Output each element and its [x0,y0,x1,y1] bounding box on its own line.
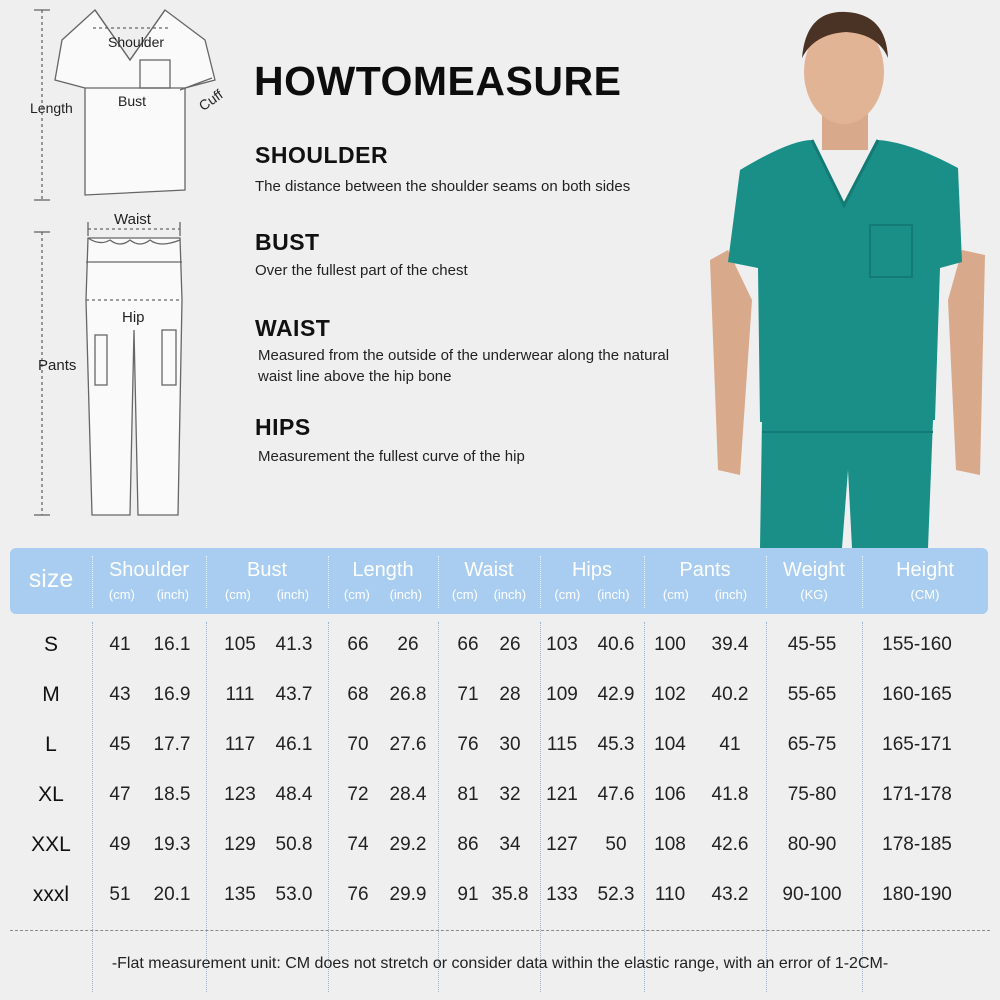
table-row [10,770,988,820]
table-cell: 103 [546,634,578,655]
pants-column-header: Pants (cm) (inch) [662,559,748,602]
shoulder-heading: SHOULDER [255,142,389,168]
table-cell: 28 [499,684,521,705]
table-cell: 108 [654,834,686,855]
table-cell: 55-65 [787,684,837,705]
table-cell: 129 [224,834,256,855]
table-cell: 111 [225,684,255,705]
table-cell: 109 [546,684,578,705]
header-divider [862,556,863,608]
table-cell: 178-185 [882,834,952,855]
bust-diagram-label: Bust [118,93,147,109]
size-cell: xxxl [32,883,70,906]
table-cell: 76 [457,734,479,755]
table-cell: 45.3 [597,734,635,755]
header-divider [206,556,207,608]
table-cell: 42.9 [597,684,635,705]
table-cell: 66 [457,634,479,655]
table-cell: 133 [546,884,578,905]
hips-column-header: Hips (cm) (inch) [554,559,630,602]
header-divider [328,556,329,608]
table-cell: 115 [546,734,578,755]
model-figure [700,0,1000,548]
weight-column-header: Weight (KG) [783,559,845,602]
table-cell: 43 [109,684,131,705]
hips-description: Measurement the fullest curve of the hip [258,448,525,465]
table-cell: 45 [109,734,131,755]
size-column-header: size [28,565,74,593]
bust-description: Over the fullest part of the chest [255,262,468,279]
table-cell: 127 [546,834,578,855]
table-cell: 39.4 [711,634,749,655]
size-cell: XL [38,783,64,806]
table-cell: 180-190 [882,884,952,905]
table-row [10,620,988,670]
length-column-header: Length (cm) (inch) [343,559,423,602]
table-cell: 26 [397,634,419,655]
bust-heading: BUST [255,229,320,255]
table-cell: 53.0 [275,884,313,905]
table-cell: 75-80 [787,784,837,805]
table-cell: 40.6 [597,634,635,655]
garment-sketches [0,0,240,530]
table-cell: 165-171 [882,734,952,755]
table-cell: 20.1 [153,884,191,905]
table-cell: 50.8 [275,834,313,855]
table-cell: 76 [347,884,369,905]
table-cell: 110 [654,884,686,905]
measurement-diagrams [0,0,240,530]
table-cell: 123 [224,784,256,805]
table-cell: 71 [457,684,479,705]
shoulder-column-header: Shoulder (cm) (inch) [108,559,190,602]
table-cell: 50 [605,834,627,855]
table-cell: 26 [499,634,521,655]
table-cell: 65-75 [787,734,837,755]
hips-heading: HIPS [255,414,311,440]
measurement-note: -Flat measurement unit: CM does not stretch or consider data within the elastic range, with an error of 1-2CM- [111,955,889,972]
table-cell: 32 [499,784,521,805]
shoulder-diagram-label: Shoulder [108,34,165,50]
waist-diagram-label: Waist [114,211,151,228]
cuff-diagram-label: Cuff [195,86,226,114]
table-cell: 40.2 [711,684,749,705]
table-cell: 26.8 [389,684,427,705]
header-divider [438,556,439,608]
header-divider [644,556,645,608]
table-cell: 70 [347,734,369,755]
table-cell: 105 [224,634,256,655]
size-cell: L [45,733,57,756]
table-cell: 16.9 [153,684,191,705]
waist-description: Measured from the outside of the underwear along the natural waist line above the hip bone [258,347,670,385]
table-cell: 29.9 [389,884,427,905]
table-cell: 42.6 [711,834,749,855]
header-divider [92,556,93,608]
table-cell: 90-100 [782,884,842,905]
table-cell: 16.1 [153,634,191,655]
table-cell: 66 [347,634,369,655]
table-cell: 160-165 [882,684,952,705]
table-cell: 46.1 [275,734,313,755]
size-chart-table [10,548,988,906]
table-cell: 106 [654,784,686,805]
table-header [10,548,988,614]
table-cell: 34 [499,834,521,855]
dashed-divider [10,930,990,931]
table-row [10,870,988,920]
table-cell: 52.3 [597,884,635,905]
table-cell: 19.3 [153,834,191,855]
table-cell: 41 [109,634,131,655]
table-cell: 27.6 [389,734,427,755]
table-cell: 28.4 [389,784,427,805]
table-cell: 45-55 [787,634,837,655]
table-cell: 47 [109,784,131,805]
table-cell: 100 [654,634,686,655]
hip-diagram-label: Hip [122,309,145,326]
table-cell: 49 [109,834,131,855]
length-diagram-label: Length [30,100,73,116]
height-column-header: Height (CM) [896,559,954,602]
table-cell: 47.6 [597,784,635,805]
table-cell: 74 [347,834,369,855]
table-cell: 72 [347,784,369,805]
table-cell: 41.8 [711,784,749,805]
table-cell: 80-90 [787,834,837,855]
table-cell: 43.7 [275,684,313,705]
table-cell: 81 [457,784,479,805]
size-cell: M [42,683,60,706]
table-cell: 155-160 [882,634,952,655]
header-divider [766,556,767,608]
table-cell: 17.7 [153,734,191,755]
waist-column-header: Waist (cm) (inch) [451,559,527,602]
table-cell: 68 [347,684,369,705]
table-row [10,820,988,870]
table-cell: 117 [224,734,256,755]
size-cell: S [43,633,58,656]
table-row [10,720,988,770]
table-cell: 30 [499,734,521,755]
bust-column-header: Bust (cm) (inch) [224,559,310,602]
table-cell: 29.2 [389,834,427,855]
table-cell: 41 [719,734,741,755]
table-cell: 121 [546,784,578,805]
header-divider [540,556,541,608]
table-cell: 104 [654,734,686,755]
table-cell: 102 [654,684,686,705]
table-cell: 171-178 [882,784,952,805]
model-photo [700,0,1000,548]
shoulder-description: The distance between the shoulder seams on both sides [255,178,631,195]
table-row [10,670,988,720]
table-cell: 91 [457,884,479,905]
table-cell: 51 [109,884,131,905]
size-cell: XXL [31,833,71,856]
table-cell: 48.4 [275,784,313,805]
table-cell: 35.8 [491,884,529,905]
table-cell: 41.3 [275,634,313,655]
table-cell: 135 [224,884,256,905]
waist-heading: WAIST [255,315,331,341]
table-cell: 43.2 [711,884,749,905]
table-cell: 86 [457,834,479,855]
pants-diagram-label: Pants [38,357,77,374]
page-title: HOWTOMEASURE [254,58,622,104]
table-cell: 18.5 [153,784,191,805]
